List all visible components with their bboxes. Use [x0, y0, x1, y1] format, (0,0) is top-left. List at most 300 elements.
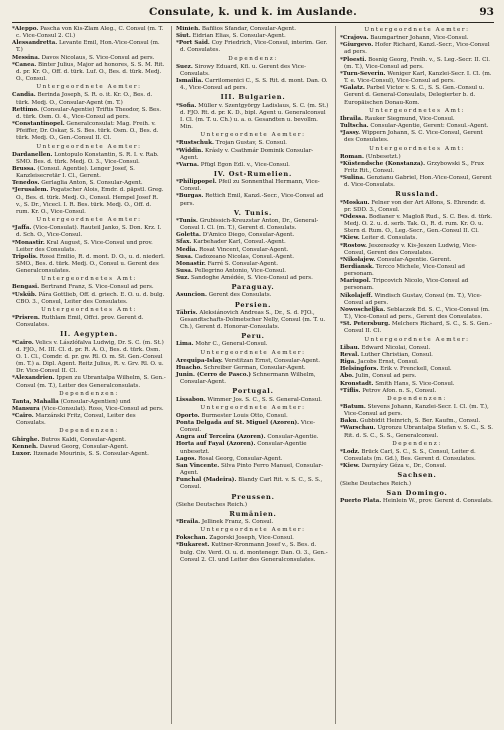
place-name: *Aleppo.: [12, 26, 39, 32]
entry-text: Krásly v. Csathmár Dominik Consular-Agent.: [180, 147, 314, 161]
entry-text: Blandy Carl Rit. v. S. C., S. S., Consul.: [180, 477, 323, 491]
place-name: Monastir.: [176, 260, 206, 267]
entry-text: Bodianer v. Magloß Rud., S. C. Bes. d. türk. Medj. O. 2. u. d. serb. Tak. O., R. d. rum. Kr. O. u. Stern d. Rum. O., Leg.-Secr., Gen.-Consul II. Cl.: [344, 213, 493, 235]
place-name: *Ploesti.: [340, 56, 367, 63]
place-name: Minieh.: [176, 26, 201, 32]
consulate-entry: [340, 257, 494, 264]
place-name: Mariupol.: [340, 278, 371, 285]
consulate-entry: [12, 340, 166, 376]
place-name: Lissabon.: [176, 396, 206, 403]
entry-text: Zagorski Joseph, Vice-Consul.: [207, 535, 294, 542]
place-name: *Sofia.: [176, 102, 197, 109]
place-name: Angra auf Terceira (Azoren).: [176, 434, 266, 441]
consulate-entry: [176, 239, 330, 246]
entry-text: (Unbesetzt.): [363, 153, 401, 160]
consulate-entry: [12, 55, 166, 62]
place-name: Roman.: [340, 153, 364, 160]
place-name: *Varna.: [176, 161, 199, 168]
place-name: Brussa.: [12, 165, 36, 172]
place-name: Alessandretta.: [12, 40, 58, 47]
place-name: Lagos.: [176, 455, 197, 462]
place-name: Huacho.: [176, 364, 203, 371]
entry-text: Consular-Agentie.: [265, 434, 319, 441]
consulate-entry: [340, 154, 494, 161]
entry-text: Pascha von Kis-Zlam Aleg., C. Consul (m. T. c. Vice-Consul 2. Cl.): [16, 26, 164, 40]
consulate-entry: [12, 107, 166, 121]
entry-text: Jeszenszky v. Kis-Jeszen Ludwig, Vice-Consul, Gerent des Consulates.: [344, 242, 477, 256]
consulate-entry: [340, 293, 494, 307]
entry-text: Weniger Karl, Kanzlei-Secr. I. Cl. (m. T. e. Vice-Consul), Vice-Consul ad pers.: [344, 70, 492, 85]
subsection-heading: Dependenz:: [392, 440, 442, 447]
entry-text: Petrov Afon. n. S., Consul.: [360, 387, 437, 394]
place-name: Susa.: [176, 268, 193, 274]
place-name: *Jassy.: [340, 130, 361, 137]
subsection-heading: Untergeordnete Aemter:: [36, 217, 142, 224]
place-name: Tanta, Mahalla: [12, 398, 59, 405]
consulate-entry: [176, 292, 330, 299]
consulate-entry: [176, 232, 330, 239]
entry-text: Pellegrino Antonio, Vice-Consul.: [192, 268, 287, 274]
consulate-entry: [176, 254, 330, 261]
consulate-entry: [12, 437, 166, 444]
section-heading: Rumänien.: [229, 509, 277, 518]
place-name: Puerto Plata.: [340, 497, 382, 504]
consulate-entry: [12, 152, 166, 166]
consulate-entry: [176, 261, 330, 268]
place-name: Tultscha.: [340, 123, 369, 130]
entry-text: Cadozeano Nicolas, Consul.-Agent.: [192, 253, 294, 260]
subsection-heading: Untergeordnete Aemter:: [364, 27, 470, 33]
entry-text: Rosal Georg, Consular-Agent.: [196, 455, 283, 462]
consulate-entry: [340, 388, 494, 395]
place-name: Nikolajeff.: [340, 292, 373, 299]
entry-text: Smith Hans, S. Vice-Consul.: [373, 380, 455, 387]
subsection-heading: Dependenzen:: [387, 395, 447, 402]
place-name: Ibraila.: [340, 115, 363, 122]
entry-text: Binter Julius, Major ad honores, S. S. M. Rit. d. pr. Kr. O., Off. d. türk. Luf. O., Bes. d. türk. Medj. O., Consul.: [16, 61, 165, 83]
consulate-entry: [340, 130, 494, 144]
place-name: Kronstadt.: [340, 380, 374, 387]
consulate-entry: [12, 413, 166, 427]
consulate-entry: [340, 42, 494, 56]
entry-text: Itzenade Mourinis, S. S. Consular-Agent.: [31, 450, 149, 457]
place-name: Media.: [176, 246, 198, 253]
entry-text: Ippen zu Ubrantalpa Wilhelm, S. Gen.-Consul (m. T.), Leiter des Generalconsulats.: [16, 375, 166, 389]
consulate-entry: [176, 275, 330, 282]
consulate-entry: [340, 366, 494, 373]
place-name: Riga.: [340, 359, 357, 366]
subsection-heading: Untergeordnete Aemter:: [200, 132, 306, 139]
place-name: Ismailia.: [176, 78, 204, 85]
entry-text: Rosat Vincent, Consular-Agent.: [197, 246, 289, 253]
section-heading: V. Tunis.: [233, 208, 273, 217]
entry-text: Carrilomenici C., S. S. Rit. d. mont. Dan. O. 4., Vice-Consul ad pers.: [180, 78, 328, 92]
consulate-entry: [12, 225, 166, 239]
entry-text: Burmester Louis Otto, Consul.: [199, 412, 288, 419]
place-name: *Warschau.: [340, 425, 376, 432]
consulate-entry: [12, 292, 166, 306]
page-header: [12, 6, 494, 23]
entry-text: Hofer Richard, Kanzl.-Secr., Vice-Consul ad pers.: [344, 42, 490, 56]
consulate-entry: [176, 502, 330, 509]
place-name: *Jerusalem.: [12, 187, 49, 194]
place-name: Libau.: [340, 344, 360, 351]
section-heading: Preussen.: [231, 492, 275, 501]
subsection-heading: Untergeordnete Aemter:: [36, 143, 142, 150]
consulate-entry: [12, 121, 166, 142]
entry-text: Sandoghe Amédée, S. Vice-Consul ad pers.: [189, 275, 313, 282]
subsection-heading: Dependenzen:: [59, 428, 119, 435]
consulate-entry: [12, 62, 166, 83]
consulate-entry: [340, 404, 494, 418]
place-name: Goletta.: [176, 232, 201, 239]
place-name: Tenedos.: [12, 180, 40, 187]
place-name: Reval.: [340, 351, 360, 358]
entry-text: Rossi Emilio, R. d. mont. D. O., u. d. niederl. SMO., Bes. d. türk. Medj. O., Consul u. Gerent des Generalconsulates.: [16, 253, 165, 275]
place-name: Bengasi.: [12, 284, 40, 291]
entry-text: Pára Gottlieb, Off. d. griech. E. O. u. d. bulg. CBO. 3., Consul, Leiter des Consulates.: [16, 291, 165, 305]
place-name: Oporto.: [176, 412, 200, 419]
consulate-entry: [340, 481, 494, 488]
consulate-entry: [340, 359, 494, 366]
consulate-entry: [340, 57, 494, 71]
consulate-entry: [340, 381, 494, 388]
entry-text: Pfügl Egon Edl. v., Vice-Consul.: [198, 161, 290, 168]
entry-text: Farré S. Consular-Agent.: [205, 260, 279, 267]
consulate-entry: [12, 399, 166, 406]
place-name: San Vincente.: [176, 462, 220, 469]
entry-text: Erik v. Frenckell, Consul.: [378, 366, 452, 373]
consulate-entry: [12, 166, 166, 180]
section-heading: Portugal.: [232, 387, 274, 396]
place-name: Ghirghe.: [12, 436, 40, 443]
entry-text: Silva Pinto Ferro Manuel, Consular-Agent.: [180, 462, 323, 477]
entry-text: Gerent des Consulats.: [206, 292, 272, 299]
consulate-entry: [176, 365, 330, 372]
consulate-entry: [340, 200, 494, 214]
entry-text: Lontopulo Konstantin, S. R. I. v. Rab. SMO. Bes. d. türk. Medj. O. 3., Vice-Consul.: [16, 151, 159, 165]
entry-text: D'Amico Diego, Consular-Agent.: [200, 232, 295, 239]
place-name: *Jaffa.: [12, 225, 32, 232]
entry-text: Aleksiánovich Andreas S., Dr., S. d. FJO., Gesandtschafts-Dolmetscher Nelly, Consul (m. T. u. Ch.), Gerent d. Honorar-Consulats.: [180, 309, 326, 331]
consulate-entry: [340, 463, 494, 470]
place-name: *Moskau.: [340, 199, 370, 206]
place-name: *Prisren.: [12, 315, 40, 322]
entry-text: Tercco Michele, Vice-Consul ad personam.: [344, 264, 465, 278]
place-name: *Cairo.: [12, 339, 34, 346]
consulate-entry: [340, 345, 494, 352]
consulate-entry: [176, 148, 330, 162]
place-name: *Braila.: [176, 519, 201, 525]
consulate-entry: [176, 179, 330, 193]
consulate-entry: [176, 140, 330, 147]
place-name: *Rustschuk.: [176, 140, 214, 147]
consulate-entry: [176, 441, 330, 455]
consulate-entry: [176, 413, 330, 420]
entry-text: Eidrian Elias, S. Consular-Agent.: [190, 33, 286, 40]
entry-text: Mohr C., General-Consul.: [193, 341, 268, 348]
entry-text: Butros Kaldi, Consular-Agent.: [39, 436, 127, 443]
consulate-entry: [340, 116, 494, 123]
place-name: Fokschan.: [176, 535, 208, 542]
entry-text: Parbel Victor v. S. C., S. S. Gen.-Consul u. Gerent d. General-Consulats, Delegierter b. d. Europäischen Donau-Kom.: [344, 85, 485, 106]
place-name: Siut.: [176, 33, 191, 40]
section-heading: San Domingo.: [386, 488, 448, 497]
subsection-heading: Untergeordnete Aemter:: [200, 527, 306, 534]
entry-text: Genzianu Gabriel, Hon.-Vice-Consul, Gerent d. Vice-Consulats.: [344, 175, 492, 189]
entry-text: Leiter d. Consulats.: [359, 235, 418, 242]
entry-text: Bosnig Georg, Freih. v., S. Leg.-Secr. II. Cl. (m. T.), Vice-Consul ad pers.: [344, 56, 491, 70]
place-name: Luxor.: [12, 450, 32, 457]
entry-text: Luther Christian, Consul.: [359, 351, 433, 358]
place-name: Lima.: [176, 341, 194, 348]
page-number: 93: [479, 6, 494, 18]
entry-text: Levante Emil, Hon.-Vice-Consul (m. T.): [16, 40, 160, 54]
entry-text: Rettich Emil, Kanzl.-Secr., Vice-Consul ad pers.: [180, 193, 324, 207]
subsection-heading: Untergeordnetes Amt:: [41, 276, 137, 283]
section-heading: Sachsen.: [397, 471, 437, 480]
subsection-heading: Dependenz:: [228, 55, 278, 62]
consulate-entry: [340, 498, 494, 505]
entry-text: (Siehe Deutsches Reich.): [340, 480, 412, 487]
consulate-entry: [340, 278, 494, 292]
consulate-entry: [12, 451, 166, 458]
entry-text: Baumgartner Johann, Vice-Consul.: [368, 35, 469, 42]
entry-text: Wimmer Jos. S. C., S. S. General-Consul.: [205, 396, 322, 403]
entry-text: Brück Carl, S. C., S. S., Consul, Leiter d. Consulats (m. Gd.), Bes. Gerent d. Consulates.: [344, 448, 476, 463]
entry-text: Windisch Gustav, Consul (m. T.), Vice-Consul ad pers.: [344, 292, 482, 306]
entry-text: Heinlein W., prov. Gerent d. Consulats.: [381, 497, 493, 504]
consulate-entry: [12, 40, 166, 54]
place-name: *Giurgevo.: [340, 42, 374, 49]
place-name: *Burgas.: [176, 193, 204, 200]
entry-text: Rauker Siegmund, Vice-Consul.: [362, 115, 455, 122]
consulate-entry: [176, 372, 330, 386]
place-name: *Nikolajew.: [340, 256, 376, 263]
consulate-entry: [176, 477, 330, 491]
consulate-entry: [340, 425, 494, 439]
place-name: *Tiflis.: [340, 387, 361, 394]
entry-text: Müller v. Szentgyörgy Ladislaus, S. C. (m. St.) d. FJO. Rt. d. pr. K. D., bipl. Agent u. Generalconsul I. Cl. (m. T. u. Ch.) u. a. o. Gesandten u. bevollm. Min.: [180, 102, 329, 131]
consulate-entry: [176, 193, 330, 207]
entry-text: (Siehe Deutsches Reich.): [176, 501, 248, 508]
place-name: *Constantinopel.: [12, 121, 65, 128]
consulate-entry: [12, 444, 166, 451]
entry-text: Verstitzan Ernst, Consular-Agent.: [222, 357, 321, 364]
consulate-entry: [176, 64, 330, 78]
entry-text: Dawud Georg, Consular-Agent.: [38, 443, 129, 450]
entry-text: Davos Nicolaus, S. Vice-Consul ad pers.: [39, 54, 155, 61]
entry-text: Gerlaglia Anton, S. Consular-Agent.: [39, 180, 143, 187]
consulate-entry: [340, 71, 494, 85]
subsection-heading: Untergeordnete Aemter:: [200, 349, 306, 356]
place-name: Funchal (Madeira).: [176, 477, 237, 484]
place-name: Sfax.: [176, 239, 192, 246]
place-name: Junin. (Cerro de Pasco.): [176, 372, 251, 379]
place-name: *Bukarest.: [176, 542, 210, 549]
consulate-entry: [176, 358, 330, 365]
place-name: *Rostow.: [340, 242, 367, 249]
subsection-heading: Dependenzen:: [59, 390, 119, 397]
place-name: Täbris.: [176, 309, 198, 316]
section-heading: Persien.: [234, 300, 272, 309]
consulate-entry: [12, 187, 166, 216]
place-name: *Küstendsche (Konstanza).: [340, 160, 426, 167]
subsection-heading: Untergeordnete Aemter:: [364, 336, 470, 343]
consulate-entry: [340, 352, 494, 359]
place-name: Messina.: [12, 54, 40, 61]
entry-text: Ugronzu Ubrantalpa Stefan v. S. C., S. S. Rit. d. S. C., S. S., Generalconsul.: [344, 425, 494, 439]
entry-text: Stevens Johann, Kanzlei-Secr. I. Cl. (m. T.), Vice-Consul ad pers.: [344, 403, 489, 418]
consulate-entry: [12, 240, 166, 254]
entry-text: Pogatscher Alois, Emdr. d. päpstl. Greg. O., Bes. d. türk. Medj. O., Consul. Hempel Josef R. v., S. Dr., Vicecl. I. R. Bes. türk. Medj. O., Off. d. rum. Kr. O., Vice-Consul.: [16, 187, 164, 215]
entry-text: Seblaczek Ed. S. C., Vice-Consul (m. T.), Vice-Consul ad pers., Gerent des Consulates.: [344, 306, 490, 321]
page-title: Consulate, k. und k. im Auslande.: [148, 6, 358, 18]
place-name: Asuncion.: [176, 292, 207, 299]
section-heading: II. Aegypten.: [60, 330, 118, 339]
place-name: Baku.: [340, 418, 359, 425]
consulate-entry: [176, 162, 330, 169]
subsection-heading: Untergeordnete Aemter:: [200, 404, 306, 411]
place-name: *Lodz.: [340, 448, 360, 455]
consulate-entry: [12, 180, 166, 187]
entry-text: Jacobs Ernst, Consul.: [356, 359, 419, 366]
consulate-entry: [12, 315, 166, 329]
place-name: *Widdin.: [176, 147, 204, 154]
place-name: Nowoscheljka.: [340, 306, 386, 313]
consulate-entry: [176, 542, 330, 563]
subsection-heading: Untergeordnete Aemter:: [36, 84, 142, 91]
entry-text: Gubbidit Heinrich, S. Ber. Kaufm., Consul.: [358, 418, 481, 425]
place-name: Helsingfors.: [340, 366, 379, 373]
entry-text: (Vice-Consulat). Rauteil Janko, S. Don. Krz. I. d. Sch. O., Vice-Consul.: [16, 225, 162, 239]
consulate-entry: [340, 214, 494, 235]
place-name: *Kiew.: [340, 463, 360, 470]
entry-text: Felner von der Art Alfons, S. Ehrendr. d. pr. SDD. 3., Consul.: [344, 199, 486, 213]
section-heading: Peru.: [241, 332, 265, 341]
consulate-entry: [12, 284, 166, 291]
consulate-entry: [340, 264, 494, 278]
place-name: Ponta Delgada auf St. Miguel (Azoren).: [176, 419, 300, 426]
entry-text: Bertrand Franz, S. Vice-Consul ad pers.: [39, 284, 154, 291]
place-name: *Odessa.: [340, 213, 368, 220]
consulate-entry: [340, 321, 494, 335]
place-name: Susa.: [176, 253, 193, 260]
place-name: Abo.: [340, 373, 354, 380]
place-name: *St. Petersburg.: [340, 321, 391, 328]
consulate-entry: [176, 26, 330, 33]
entry-text: Kral August, S. Vice-Consul und prov. Leiter des Consulats.: [16, 239, 153, 253]
place-name: Arequipa-Islay.: [176, 357, 223, 364]
consulate-entry: [340, 161, 494, 175]
consulate-entry: [12, 254, 166, 275]
place-name: *Port Said.: [176, 40, 210, 47]
place-name: Dardanellen.: [12, 151, 53, 158]
subsection-heading: Untergeordnetes Amt:: [369, 145, 465, 152]
section-heading: Paraguay.: [231, 283, 275, 292]
consulate-entry: [340, 85, 494, 106]
entry-text: (Consular-Agentien) und: [58, 398, 131, 405]
place-name: Kenneh.: [12, 443, 39, 450]
consulate-entry: [176, 535, 330, 542]
entry-text: Generalconsulat: Mag. Freih. v. Pfeiffer, Dr. Oskar, S. S. Bes. türk. Osm. O., Bes. d. türk. Medj. O., Gen.-Consul II. Cl.: [16, 121, 159, 142]
entry-text: Grubissich-Kreuzstar Anton, Dr., General-Consul I. Cl. (m. T.), Gerent d. Consulats.: [180, 217, 319, 232]
consulate-entry: [340, 235, 494, 242]
section-heading: Russland.: [395, 190, 439, 199]
consulate-entry: [176, 103, 330, 132]
consulate-entry: [340, 418, 494, 425]
consulate-entry: [176, 397, 330, 404]
entry-text: Schnermann Wilhelm, Consular-Agent.: [180, 372, 316, 386]
text-columns: [12, 26, 494, 724]
place-name: *Alexandrien.: [12, 375, 55, 382]
entry-text: Schreiber German, Consular-Agent.: [202, 364, 306, 371]
consulate-entry: [340, 35, 494, 42]
entry-text: Wippern Johann, S. C. Vice-Consul, Gerent des Consulates.: [344, 130, 483, 144]
consulate-entry: [12, 375, 166, 389]
consulate-entry: [176, 341, 330, 348]
consulate-entry: [340, 123, 494, 130]
consulate-entry: [340, 449, 494, 463]
entry-text: Karbehader Karl, Consul.-Agent.: [191, 239, 286, 246]
column-middle: [171, 26, 330, 724]
place-name: *Canea.: [12, 61, 37, 68]
consulate-entry: [12, 92, 166, 106]
place-name: Mansura: [12, 405, 40, 412]
entry-text: Kuttner-Kronmann Josef v., S. Bes. d. bulg. Civ. Verd. O. u. d. montenegr. Dan. O. 3., Gen.-Consul 2. Cl. und Leiter des Generalconsulates.: [180, 542, 328, 563]
entry-text: Marzánski Fritz, Consul, Leiter des Consulats.: [16, 413, 136, 427]
place-name: *Turn-Severin.: [340, 70, 386, 77]
place-name: *Galatz.: [340, 85, 365, 92]
place-name: *Monastir.: [12, 239, 45, 246]
entry-text: Velics v. Lászlófalva Ludwig, Dr. S. C. (m. St.) d. FJO., M. III. Cl. d. pr. R. A. O., Bes. d. türk. Osm. O. 1. Cl., Comdr. d. pr. gw. Rl. O. m. St. Gen.-Consul (m. T.) a. Dipl. Agent. Reitz Julius, R. v. Grv. Rl. O. u. Dr. Vice-Consul II. Cl.: [16, 339, 164, 375]
place-name: *Kiew.: [340, 235, 360, 242]
entry-text: Consular-Agentie unbesetzt.: [180, 441, 307, 455]
consulate-entry: [340, 175, 494, 189]
place-name: *Crajova.: [340, 35, 369, 42]
place-name: Horta auf Fayal (Azoren).: [176, 441, 256, 448]
entry-text: Jellinek Franz, S. Consul.: [200, 519, 274, 525]
entry-text: Grzybowski S., Frux Fritz Rit., Consul.: [344, 160, 485, 174]
consulate-entry: [176, 463, 330, 477]
entry-text: (Consul. Agentie). Lenger Josef, S. Kanzleisecretär I. Cl., Gerent.: [16, 165, 135, 180]
entry-text: Darnyáry Géza v., Dr., Consul.: [359, 463, 447, 470]
consulate-entry: [340, 243, 494, 257]
entry-text: Sirowy Eduard, Kfl. u. Gerent des Vice-Consulats.: [180, 63, 306, 77]
place-name: *Philippopel.: [176, 179, 217, 186]
entry-text: Vice-Consul.: [180, 419, 315, 434]
place-name: Suz.: [176, 275, 190, 282]
place-name: *Batum.: [340, 403, 366, 410]
entry-text: Consular-Agentie. Gerent.: [375, 256, 452, 263]
consulate-entry: [176, 247, 330, 254]
entry-text: Julin, Consul ad pers.: [353, 373, 417, 380]
consulate-entry: [176, 40, 330, 54]
consulate-entry: [176, 519, 330, 526]
place-name: *Usküb.: [12, 291, 37, 298]
entry-text: (Vice-Consulat). Ross, Vice-Consul ad pers.: [39, 405, 164, 412]
column-left: [12, 26, 166, 724]
subsection-heading: Untergeordnetes Amt:: [369, 107, 465, 114]
place-name: *Cairo.: [12, 413, 34, 420]
consulate-entry: [176, 456, 330, 463]
entry-text: Melchers Richard, S. C., S. S. Gen.-Consul II. Cl.: [344, 321, 492, 335]
section-heading: III. Bulgarien.: [220, 93, 286, 102]
place-name: Tripolis.: [12, 253, 38, 260]
entry-text: Trojan Gustav, S. Consul.: [213, 140, 287, 147]
consulate-entry: [340, 307, 494, 321]
entry-text: Edward Nicolai, Consul.: [359, 344, 431, 351]
